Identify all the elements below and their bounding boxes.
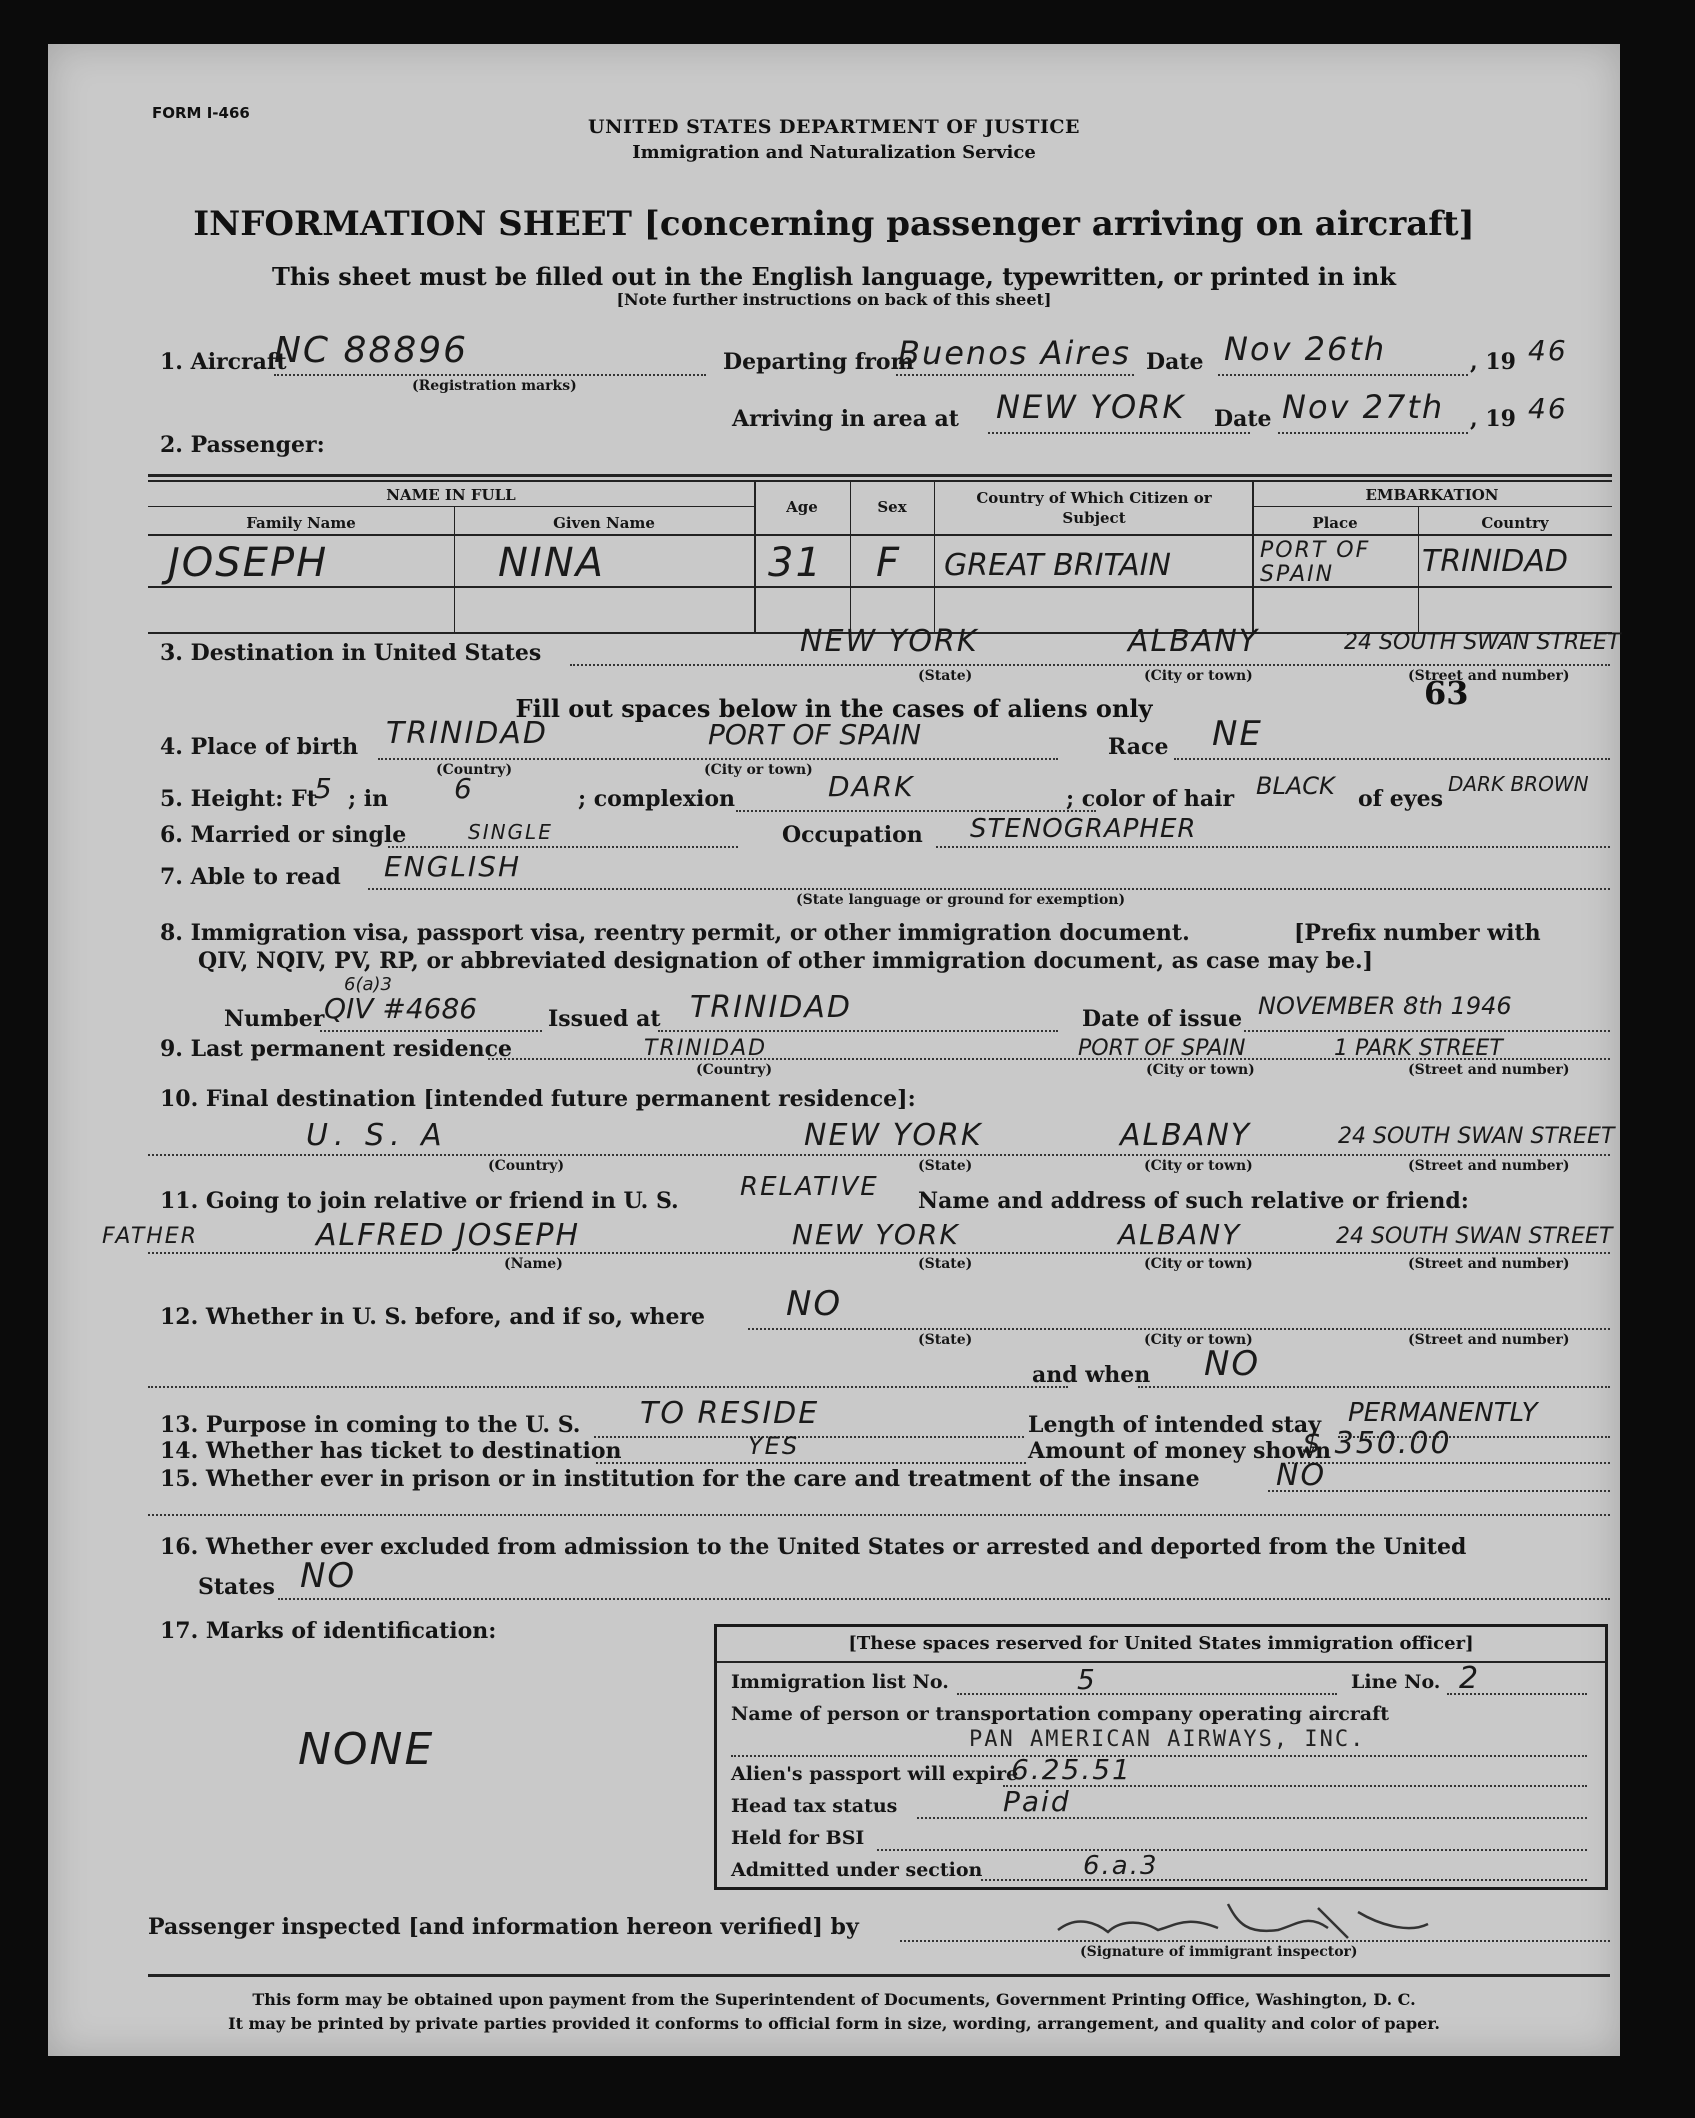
final-street: 24 SOUTH SWAN STREET <box>1338 1124 1615 1149</box>
purpose-value: TO RESIDE <box>640 1396 820 1431</box>
departing-value: Buenos Aires <box>898 334 1131 372</box>
passenger-label: 2. Passenger: <box>160 432 325 458</box>
depart-date-label: Date <box>1146 349 1204 375</box>
final-street-caption: (Street and number) <box>1408 1158 1570 1174</box>
family-name-header: Family Name <box>246 514 356 532</box>
birthplace-label: 4. Place of birth <box>160 734 359 760</box>
officer-box <box>714 1624 1608 1890</box>
arriving-label: Arriving in area at <box>732 406 959 432</box>
visa-number-label: Number <box>224 1006 325 1032</box>
arrive-date-value: Nov 27th <box>1282 388 1445 426</box>
arrive-year-value: 46 <box>1528 392 1568 425</box>
arrive-year-prefix: , 19 <box>1470 406 1516 432</box>
eyes-label: of eyes <box>1358 786 1443 812</box>
birth-country-caption: (Country) <box>436 762 513 778</box>
aircraft-value: NC 88896 <box>274 330 469 371</box>
stay-label: Length of intended stay <box>1028 1412 1321 1438</box>
height-ft-value: 5 <box>314 772 334 805</box>
aliens-only-heading: Fill out spaces below in the cases of aliens only <box>515 694 1153 723</box>
visa-line2: QIV, NQIV, PV, RP, or abbreviated designation of other immigration document, as case may be.] <box>198 948 1374 974</box>
place-header: Place <box>1312 514 1358 532</box>
ticket-label: 14. Whether has ticket to destination <box>160 1438 622 1464</box>
final-city: ALBANY <box>1120 1118 1252 1153</box>
footer-line2: It may be printed by private parties provided it conforms to official form in size, wording, arrangement, and quality and color of paper. <box>228 2014 1440 2033</box>
before-value: NO <box>786 1284 843 1324</box>
given-name-value: NINA <box>498 540 606 586</box>
final-country: U. S. A <box>306 1118 448 1153</box>
visa-annotation: 6(a)3 <box>344 974 392 995</box>
officer-box-title: [These spaces reserved for United States immigration officer] <box>848 1633 1474 1654</box>
name-in-full-header: NAME IN FULL <box>386 486 516 504</box>
residence-country-caption: (Country) <box>696 1062 773 1078</box>
birth-country: TRINIDAD <box>386 716 549 751</box>
place-value-line2: SPAIN <box>1260 562 1335 587</box>
birth-city: PORT OF SPAIN <box>708 718 922 751</box>
family-name-value: JOSEPH <box>168 540 329 586</box>
final-destination-label: 10. Final destination [intended future permanent residence]: <box>160 1086 916 1112</box>
relative-name: ALFRED JOSEPH <box>316 1218 581 1253</box>
relative-city-caption: (City or town) <box>1144 1256 1253 1272</box>
passport-expire-label: Alien's passport will expire <box>731 1763 1019 1785</box>
before-street-caption: (Street and number) <box>1408 1332 1570 1348</box>
ticket-value: YES <box>748 1432 800 1460</box>
before-label: 12. Whether in U. S. before, and if so, where <box>160 1304 706 1330</box>
final-country-caption: (Country) <box>488 1158 565 1174</box>
marital-label: 6. Married or single <box>160 822 407 848</box>
name-address-label: Name and address of such relative or friend: <box>918 1188 1469 1214</box>
excluded-value: NO <box>300 1556 357 1596</box>
page-title: INFORMATION SHEET [concerning passenger arriving on aircraft] <box>193 204 1475 244</box>
department-heading: UNITED STATES DEPARTMENT OF JUSTICE <box>588 116 1080 138</box>
residence-city: PORT OF SPAIN <box>1078 1036 1246 1061</box>
company-label: Name of person or transportation company operating aircraft <box>731 1703 1390 1725</box>
visa-number-value: QIV #4686 <box>324 992 478 1025</box>
issued-label: Issued at <box>548 1006 661 1032</box>
inspected-label: Passenger inspected [and information hereon verified] by <box>148 1914 859 1940</box>
passenger-table <box>148 474 1612 634</box>
age-value: 31 <box>768 540 823 586</box>
relative-name-caption: (Name) <box>504 1256 563 1272</box>
marks-label: 17. Marks of identification: <box>160 1618 497 1644</box>
state-caption: (State) <box>918 668 973 684</box>
issued-value: TRINIDAD <box>690 990 853 1025</box>
country-value: TRINIDAD <box>1422 544 1569 579</box>
when-label: and when <box>1032 1362 1151 1388</box>
admitted-section-value: 6.a.3 <box>1083 1851 1159 1881</box>
marks-value: NONE <box>298 1724 435 1775</box>
sex-header: Sex <box>877 498 907 516</box>
destination-street: 24 SOUTH SWAN STREET <box>1344 630 1621 655</box>
form-number: FORM I-466 <box>152 104 250 122</box>
embarkation-header: EMBARKATION <box>1365 486 1499 504</box>
read-caption: (State language or ground for exemption) <box>796 892 1126 908</box>
service-heading: Immigration and Naturalization Service <box>632 142 1036 163</box>
height-in-value: 6 <box>454 772 474 805</box>
immigration-list-label: Immigration list No. <box>731 1671 949 1693</box>
join-label: 11. Going to join relative or friend in U. S. <box>160 1188 679 1214</box>
issue-date-label: Date of issue <box>1082 1006 1243 1032</box>
line-no-label: Line No. <box>1351 1671 1441 1693</box>
depart-date-value: Nov 26th <box>1224 330 1387 368</box>
registration-caption: (Registration marks) <box>412 378 577 394</box>
destination-state: NEW YORK <box>800 624 979 659</box>
read-value: ENGLISH <box>384 850 522 883</box>
departing-label: Departing from <box>723 349 914 375</box>
money-label: Amount of money shown <box>1028 1438 1332 1464</box>
residence-label: 9. Last permanent residence <box>160 1036 512 1062</box>
citizen-header: Country of Which Citizen or Subject <box>976 489 1212 527</box>
city-caption: (City or town) <box>1144 668 1253 684</box>
place-value-line1: PORT OF <box>1260 538 1371 563</box>
relation-value: FATHER <box>102 1224 198 1249</box>
race-label: Race <box>1108 734 1169 760</box>
final-state: NEW YORK <box>804 1118 983 1153</box>
residence-street: 1 PARK STREET <box>1334 1036 1503 1061</box>
age-header: Age <box>786 498 818 516</box>
head-tax-value: Paid <box>1003 1785 1071 1818</box>
hair-value: BLACK <box>1256 772 1335 800</box>
race-value: NE <box>1212 714 1263 754</box>
money-value: $ 350.00 <box>1302 1426 1452 1461</box>
relative-state-caption: (State) <box>918 1256 973 1272</box>
given-name-header: Given Name <box>553 514 655 532</box>
purpose-label: 13. Purpose in coming to the U. S. <box>160 1412 581 1438</box>
aircraft-label: 1. Aircraft <box>160 349 287 375</box>
issue-date-value: NOVEMBER 8th 1946 <box>1258 992 1512 1020</box>
stay-value: PERMANENTLY <box>1348 1398 1538 1428</box>
relative-street: 24 SOUTH SWAN STREET <box>1336 1224 1613 1249</box>
residence-city-caption: (City or town) <box>1146 1062 1255 1078</box>
excluded-line2: States <box>198 1574 275 1600</box>
occupation-value: STENOGRAPHER <box>970 814 1197 844</box>
depart-year-value: 46 <box>1528 334 1568 367</box>
eyes-value: DARK BROWN <box>1448 772 1589 796</box>
form-sheet <box>48 44 1620 2056</box>
when-value: NO <box>1204 1344 1261 1384</box>
passport-expire-value: 6.25.51 <box>1011 1753 1132 1786</box>
held-bsi-label: Held for BSI <box>731 1827 865 1849</box>
immigration-list-value: 5 <box>1077 1663 1097 1696</box>
before-state-caption: (State) <box>918 1332 973 1348</box>
citizen-value: GREAT BRITAIN <box>944 548 1171 583</box>
residence-country: TRINIDAD <box>644 1036 768 1061</box>
height-label: 5. Height: Ft <box>160 786 317 812</box>
prison-label: 15. Whether ever in prison or in institution for the care and treatment of the insane <box>160 1466 1200 1492</box>
height-in-label: ; in <box>348 786 389 812</box>
sex-value: F <box>876 540 902 586</box>
join-value: RELATIVE <box>740 1172 879 1202</box>
instruction-text: This sheet must be filled out in the English language, typewritten, or printed in ink <box>272 262 1396 291</box>
marital-value: SINGLE <box>468 820 553 844</box>
line-no-value: 2 <box>1459 1661 1481 1696</box>
destination-label: 3. Destination in United States <box>160 640 542 666</box>
complexion-value: DARK <box>828 770 915 803</box>
depart-year-prefix: , 19 <box>1470 349 1516 375</box>
instruction-note: [Note further instructions on back of this sheet] <box>616 290 1052 309</box>
occupation-label: Occupation <box>782 822 923 848</box>
prison-value: NO <box>1276 1458 1327 1493</box>
complexion-label: ; complexion <box>578 786 736 812</box>
country-header: Country <box>1481 514 1549 532</box>
destination-city: ALBANY <box>1128 624 1260 659</box>
head-tax-label: Head tax status <box>731 1795 898 1817</box>
street-caption: (Street and number) <box>1408 668 1570 684</box>
inspector-caption: (Signature of immigrant inspector) <box>1080 1944 1358 1960</box>
residence-street-caption: (Street and number) <box>1408 1062 1570 1078</box>
before-city-caption: (City or town) <box>1144 1332 1253 1348</box>
hair-label: ; color of hair <box>1066 786 1235 812</box>
relative-street-caption: (Street and number) <box>1408 1256 1570 1272</box>
read-label: 7. Able to read <box>160 864 341 890</box>
inspector-signature <box>1048 1894 1468 1944</box>
relative-city: ALBANY <box>1118 1218 1242 1251</box>
relative-state: NEW YORK <box>792 1218 960 1251</box>
company-value: PAN AMERICAN AIRWAYS, INC. <box>969 1727 1366 1752</box>
excluded-line1: 16. Whether ever excluded from admission to the United States or arrested and deported from the United <box>160 1534 1467 1560</box>
birth-city-caption: (City or town) <box>704 762 813 778</box>
visa-line1: 8. Immigration visa, passport visa, reentry permit, or other immigration document. <box>160 920 1190 946</box>
footer-line1: This form may be obtained upon payment from the Superintendent of Documents, Government Printing Office, Washington, D. C. <box>252 1990 1416 2009</box>
visa-prefix-note: [Prefix number with <box>1294 920 1541 946</box>
arriving-value: NEW YORK <box>996 388 1186 426</box>
admitted-section-label: Admitted under section <box>731 1859 983 1881</box>
final-city-caption: (City or town) <box>1144 1158 1253 1174</box>
arrive-date-label: Date <box>1214 406 1272 432</box>
stamp-number: 63 <box>1424 674 1469 712</box>
final-state-caption: (State) <box>918 1158 973 1174</box>
